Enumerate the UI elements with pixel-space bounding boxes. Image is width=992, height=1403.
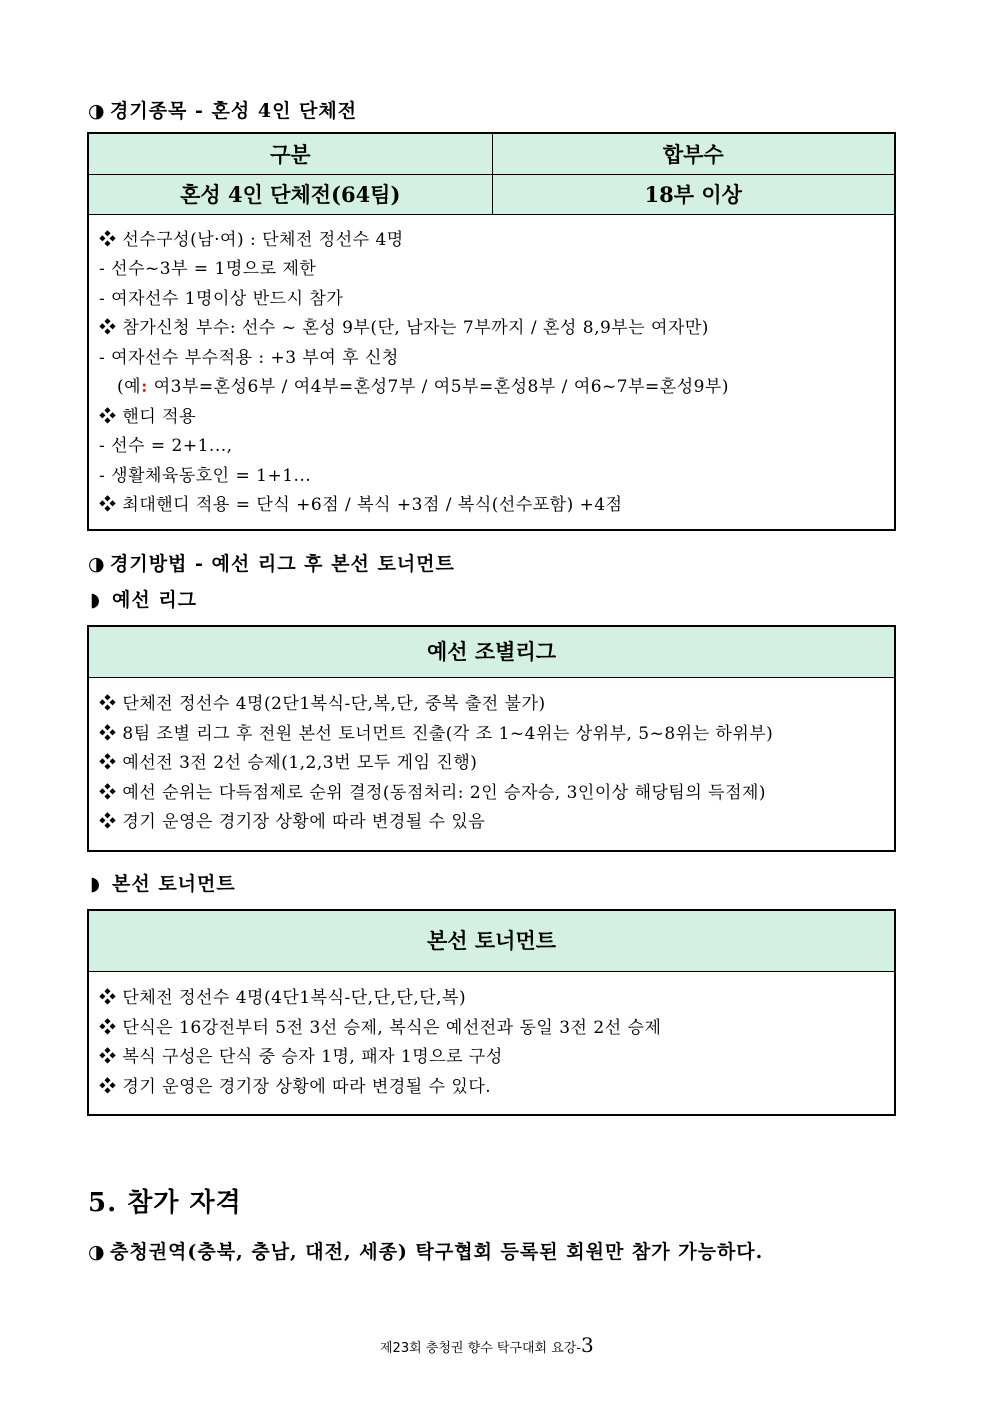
- event-heading: [88, 96, 357, 123]
- method-heading-text: 경기방법 - 예선 리그 후 본선 토너먼트: [110, 553, 455, 575]
- note-line: ❖ 선수구성(남·여) : 단체전 정선수 4명: [99, 229, 404, 250]
- final-subheading-text: 본선 토너먼트: [112, 873, 236, 895]
- eligibility-text-body: 충청권역(충북, 충남, 대전, 세종) 탁구협회 등록된 회원만 참가 가능하다.: [110, 1241, 764, 1263]
- prelim-item: ❖ 경기 운영은 경기장 상황에 따라 변경될 수 있음: [99, 812, 486, 832]
- prelim-item: ❖ 예선전 3전 2선 승제(1,2,3번 모두 게임 진행): [99, 753, 478, 773]
- table-header-category: 구분: [88, 133, 492, 174]
- event-table: [87, 132, 896, 531]
- final-item: ❖ 단체전 정선수 4명(4단1복식-단,단,단,단,복): [99, 988, 467, 1008]
- prelim-item: ❖ 예선 순위는 다득점제로 순위 결정(동점처리: 2인 승자승, 3인이상 해당팀의 득점제): [99, 782, 767, 803]
- eligibility-text: [88, 1237, 763, 1264]
- prelim-item: ❖ 단체전 정선수 4명(2단1복식-단,복,단, 중복 출전 불가): [99, 694, 546, 714]
- table-cell-event-name: 혼성 4인 단체전(64팀): [88, 174, 492, 214]
- table-header-rank-sum: 합부수: [492, 133, 895, 174]
- final-subheading: [90, 869, 236, 896]
- example-colon: :: [141, 377, 148, 397]
- note-line-example: [99, 373, 894, 403]
- note-line: - 선수~3부 = 1명으로 제한: [99, 259, 317, 279]
- event-heading-text: 경기종목 - 혼성 4인 단체전: [110, 100, 358, 122]
- table-cell-rank-sum: 18부 이상: [492, 174, 895, 214]
- footer-text: 제23회 충청권 향수 탁구대회 요강-: [380, 1341, 582, 1356]
- example-text: 여3부=혼성6부 / 여4부=혼성7부 / 여5부=혼성8부 / 여6~7부=혼성9부): [153, 377, 729, 397]
- prelim-subheading-text: 예선 리그: [112, 589, 198, 611]
- note-line: - 여자선수 1명이상 반드시 참가: [99, 288, 344, 309]
- final-box: [87, 909, 896, 1116]
- note-line: ❖ 핸디 적용: [99, 406, 196, 427]
- half-circle-icon: ◑: [88, 100, 106, 122]
- note-line: - 여자선수 부수적용 : +3 부여 후 신청: [99, 347, 399, 368]
- half-circle-icon: ◑: [88, 553, 106, 575]
- page-number: 3: [581, 1333, 594, 1357]
- final-title: 본선 토너먼트: [89, 911, 894, 972]
- half-right-icon: ◗: [90, 873, 102, 895]
- example-prefix: (예: [117, 377, 142, 397]
- final-item: ❖ 복식 구성은 단식 중 승자 1명, 패자 1명으로 구성: [99, 1047, 503, 1067]
- method-heading: [88, 549, 455, 576]
- page-footer: [380, 1333, 594, 1357]
- note-line: - 선수 = 2+1...,: [99, 436, 233, 456]
- note-line: - 생활체육동호인 = 1+1...: [99, 465, 312, 486]
- half-right-icon: ◗: [90, 589, 102, 611]
- prelim-title: 예선 조별리그: [89, 627, 894, 678]
- final-item: ❖ 경기 운영은 경기장 상황에 따라 변경될 수 있다.: [99, 1076, 492, 1097]
- note-line: ❖ 참가신청 부수: 선수 ~ 혼성 9부(단, 남자는 7부까지 / 혼성 8,9부는 여자만): [99, 318, 709, 338]
- prelim-subheading: [90, 585, 197, 612]
- note-line: ❖ 최대핸디 적용 = 단식 +6점 / 복식 +3점 / 복식(선수포함) +4점: [99, 495, 623, 515]
- prelim-box: [87, 625, 896, 852]
- final-item: ❖ 단식은 16강전부터 5전 3선 승제, 복식은 예선전과 동일 3전 2선 승제: [99, 1017, 662, 1038]
- event-notes: [88, 214, 895, 530]
- section-title: 5. 참가 자격: [88, 1188, 242, 1218]
- half-circle-icon: ◑: [88, 1241, 106, 1263]
- prelim-item: ❖ 8팀 조별 리그 후 전원 본선 토너먼트 진출(각 조 1~4위는 상위부, 5~8위는 하위부): [99, 723, 774, 744]
